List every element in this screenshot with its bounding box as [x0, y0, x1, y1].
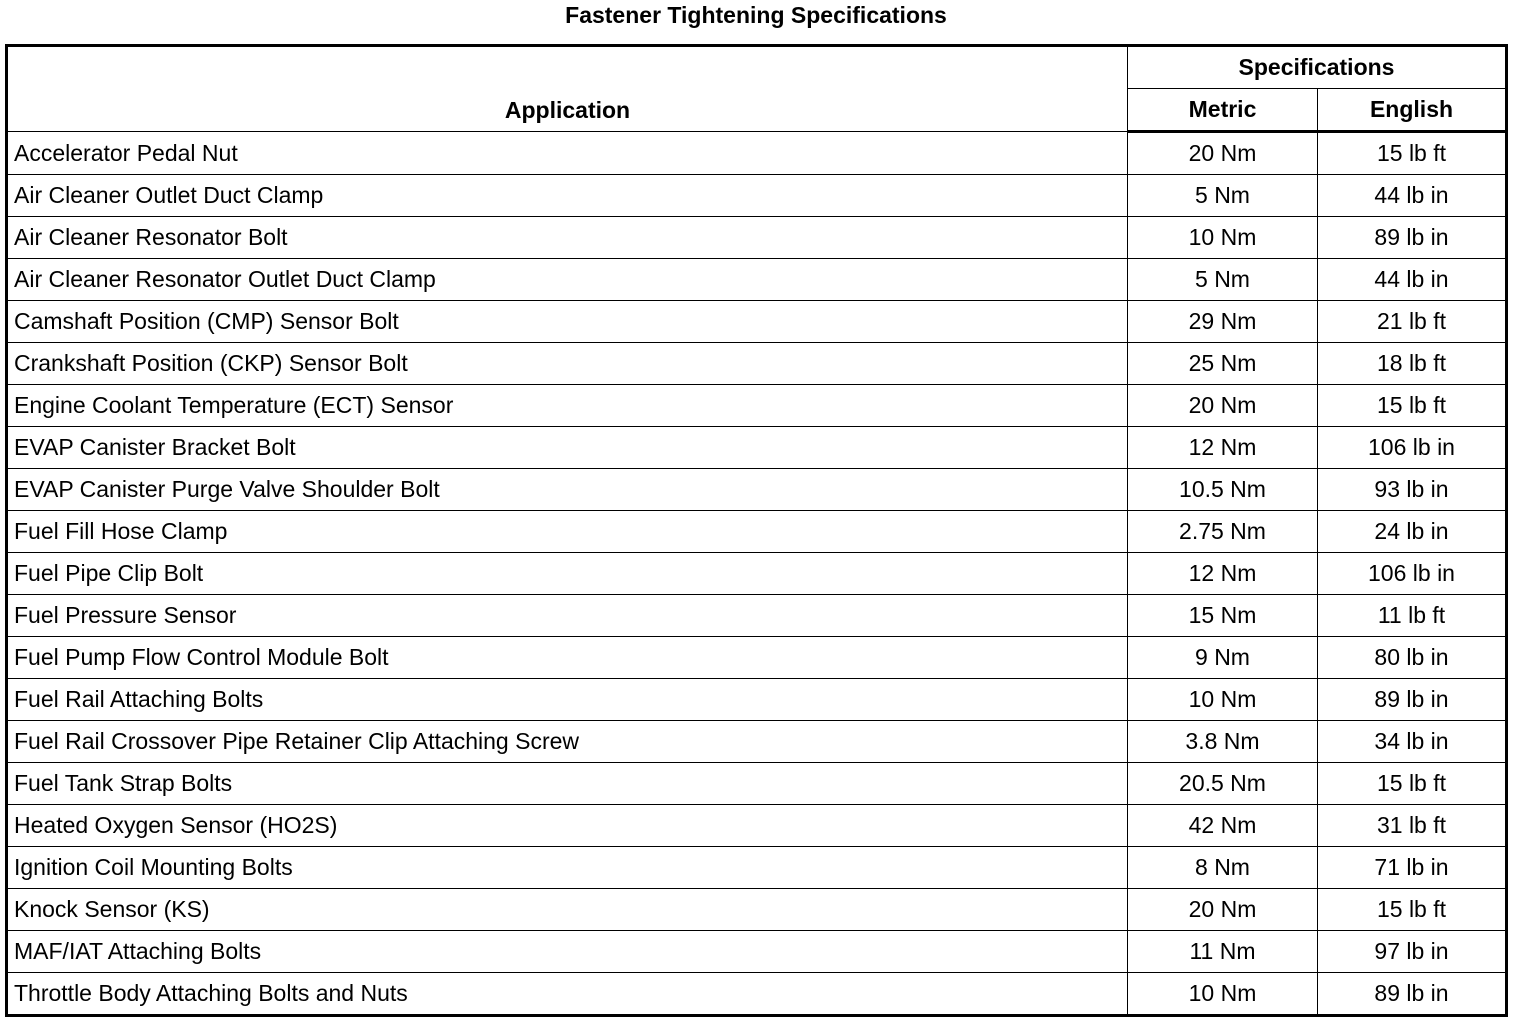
table-row — [7, 595, 1507, 637]
cell-application: Engine Coolant Temperature (ECT) Sensor — [7, 385, 1128, 427]
cell-english: 89 lb in — [1318, 217, 1507, 259]
table-row — [7, 805, 1507, 847]
table-row — [7, 217, 1507, 259]
cell-metric: 20 Nm — [1128, 385, 1318, 427]
cell-metric: 5 Nm — [1128, 259, 1318, 301]
table-row — [7, 763, 1507, 805]
table-row — [7, 931, 1507, 973]
cell-application: Fuel Tank Strap Bolts — [7, 763, 1128, 805]
cell-metric: 29 Nm — [1128, 301, 1318, 343]
table-row — [7, 679, 1507, 721]
table-row — [7, 132, 1507, 175]
cell-english: 34 lb in — [1318, 721, 1507, 763]
table-row — [7, 385, 1507, 427]
page-title: Fastener Tightening Specifications — [565, 2, 947, 28]
cell-application: Crankshaft Position (CKP) Sensor Bolt — [7, 343, 1128, 385]
cell-english: 80 lb in — [1318, 637, 1507, 679]
cell-application: Fuel Rail Attaching Bolts — [7, 679, 1128, 721]
cell-metric: 15 Nm — [1128, 595, 1318, 637]
cell-english: 71 lb in — [1318, 847, 1507, 889]
cell-english: 11 lb ft — [1318, 595, 1507, 637]
column-header-metric: Metric — [1128, 89, 1318, 132]
cell-application: Camshaft Position (CMP) Sensor Bolt — [7, 301, 1128, 343]
cell-english: 15 lb ft — [1318, 763, 1507, 805]
cell-application: Knock Sensor (KS) — [7, 889, 1128, 931]
cell-english: 24 lb in — [1318, 511, 1507, 553]
table-row — [7, 637, 1507, 679]
cell-english: 18 lb ft — [1318, 343, 1507, 385]
cell-metric: 2.75 Nm — [1128, 511, 1318, 553]
table-row — [7, 553, 1507, 595]
table-row — [7, 721, 1507, 763]
cell-english: 106 lb in — [1318, 553, 1507, 595]
cell-metric: 10 Nm — [1128, 973, 1318, 1016]
cell-application: Accelerator Pedal Nut — [7, 132, 1128, 175]
cell-english: 44 lb in — [1318, 259, 1507, 301]
cell-english: 15 lb ft — [1318, 385, 1507, 427]
cell-application: Fuel Pipe Clip Bolt — [7, 553, 1128, 595]
cell-application: Air Cleaner Resonator Outlet Duct Clamp — [7, 259, 1128, 301]
cell-application: Throttle Body Attaching Bolts and Nuts — [7, 973, 1128, 1016]
cell-application: Fuel Pump Flow Control Module Bolt — [7, 637, 1128, 679]
cell-english: 106 lb in — [1318, 427, 1507, 469]
column-header-specifications: Specifications — [1128, 46, 1507, 89]
table-row — [7, 259, 1507, 301]
header-row-top — [7, 46, 1507, 89]
cell-application: MAF/IAT Attaching Bolts — [7, 931, 1128, 973]
cell-metric: 9 Nm — [1128, 637, 1318, 679]
fastener-spec-table — [5, 44, 1508, 1017]
cell-metric: 12 Nm — [1128, 427, 1318, 469]
cell-metric: 5 Nm — [1128, 175, 1318, 217]
cell-application: EVAP Canister Purge Valve Shoulder Bolt — [7, 469, 1128, 511]
table-row — [7, 847, 1507, 889]
cell-english: 97 lb in — [1318, 931, 1507, 973]
column-header-application: Application — [7, 46, 1128, 132]
cell-english: 44 lb in — [1318, 175, 1507, 217]
cell-metric: 20 Nm — [1128, 132, 1318, 175]
table-row — [7, 973, 1507, 1016]
cell-metric: 12 Nm — [1128, 553, 1318, 595]
table-header — [7, 46, 1507, 132]
cell-english: 89 lb in — [1318, 679, 1507, 721]
cell-english: 15 lb ft — [1318, 132, 1507, 175]
cell-application: Fuel Rail Crossover Pipe Retainer Clip Attaching Screw — [7, 721, 1128, 763]
cell-metric: 42 Nm — [1128, 805, 1318, 847]
cell-application: Air Cleaner Resonator Bolt — [7, 217, 1128, 259]
cell-metric: 3.8 Nm — [1128, 721, 1318, 763]
table-row — [7, 343, 1507, 385]
cell-metric: 20 Nm — [1128, 889, 1318, 931]
cell-application: Heated Oxygen Sensor (HO2S) — [7, 805, 1128, 847]
cell-application: Air Cleaner Outlet Duct Clamp — [7, 175, 1128, 217]
table-row — [7, 469, 1507, 511]
table-row — [7, 175, 1507, 217]
cell-application: Ignition Coil Mounting Bolts — [7, 847, 1128, 889]
cell-english: 89 lb in — [1318, 973, 1507, 1016]
cell-metric: 8 Nm — [1128, 847, 1318, 889]
cell-english: 21 lb ft — [1318, 301, 1507, 343]
column-header-english: English — [1318, 89, 1507, 132]
table-row — [7, 301, 1507, 343]
cell-metric: 10 Nm — [1128, 679, 1318, 721]
cell-application: Fuel Fill Hose Clamp — [7, 511, 1128, 553]
cell-metric: 10.5 Nm — [1128, 469, 1318, 511]
table-row — [7, 511, 1507, 553]
cell-application: EVAP Canister Bracket Bolt — [7, 427, 1128, 469]
cell-metric: 11 Nm — [1128, 931, 1318, 973]
cell-english: 15 lb ft — [1318, 889, 1507, 931]
table-row — [7, 889, 1507, 931]
table-body — [7, 132, 1507, 1016]
cell-application: Fuel Pressure Sensor — [7, 595, 1128, 637]
cell-english: 31 lb ft — [1318, 805, 1507, 847]
cell-english: 93 lb in — [1318, 469, 1507, 511]
cell-metric: 25 Nm — [1128, 343, 1318, 385]
table-row — [7, 427, 1507, 469]
cell-metric: 10 Nm — [1128, 217, 1318, 259]
cell-metric: 20.5 Nm — [1128, 763, 1318, 805]
